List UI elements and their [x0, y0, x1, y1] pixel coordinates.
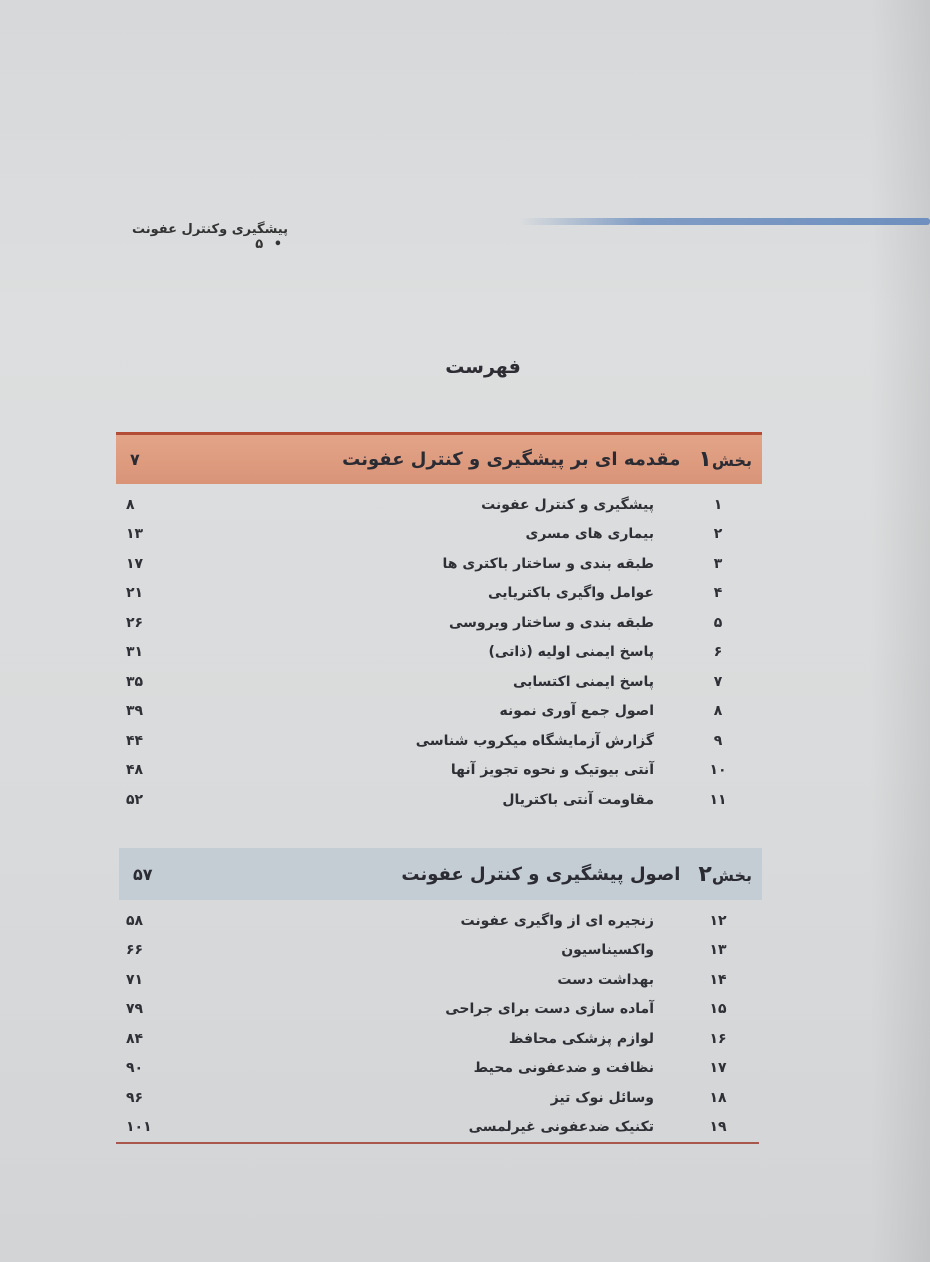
chapter-number: ۸: [713, 703, 723, 720]
toc-row: [116, 756, 762, 786]
bottom-rule: [116, 1142, 759, 1144]
toc-row: [116, 995, 762, 1025]
chapter-title: اصول جمع آوری نمونه: [499, 703, 654, 720]
toc-row: [116, 490, 762, 520]
chapter-number: ۹: [713, 732, 723, 749]
chapter-page: ۲۱: [126, 585, 144, 602]
chapter-page: ۳۱: [126, 644, 144, 661]
chapter-page: ۸۴: [126, 1030, 144, 1047]
part-label: بخش۲: [698, 861, 752, 887]
chapter-title: تکنیک ضدعفونی غیرلمسی: [468, 1119, 654, 1136]
part-section-1: [116, 432, 762, 815]
toc-row: [116, 520, 762, 550]
chapter-number: ۱۶: [709, 1030, 727, 1047]
chapter-number: ۱۵: [709, 1001, 727, 1018]
part-label: بخش۱: [698, 447, 752, 472]
chapter-page: ۲۶: [126, 614, 144, 631]
chapter-number: ۶: [713, 644, 723, 661]
toc-row: [116, 726, 762, 756]
part-header-1: [116, 432, 762, 484]
toc-row: [116, 965, 762, 995]
chapter-number: ۱۳: [709, 942, 727, 959]
part-page: ۷: [130, 450, 140, 469]
chapter-page: ۶۶: [126, 942, 144, 959]
chapter-page: ۹۰: [126, 1060, 144, 1077]
chapter-number: ۱۲: [709, 912, 727, 929]
chapter-title: زنجیره ای از واگیری عفونت: [460, 912, 654, 929]
toc-row: [116, 906, 762, 936]
chapter-page: ۳۵: [126, 673, 144, 690]
chapter-list-1: [116, 490, 762, 815]
toc-title: فهرست: [445, 356, 521, 378]
chapter-title: پیشگیری و کنترل عفونت: [481, 496, 654, 513]
toc-row: [116, 608, 762, 638]
chapter-page: ۷۹: [126, 1001, 144, 1018]
toc-row: [116, 1083, 762, 1113]
chapter-page: ۱۷: [126, 555, 144, 572]
chapter-number: ۱۴: [709, 971, 727, 988]
chapter-title: طبقه بندی و ساختار ویروسی: [448, 614, 654, 631]
running-head-separator: •: [273, 237, 282, 252]
chapter-number: ۵: [713, 614, 723, 631]
chapter-page: ۴۴: [126, 732, 144, 749]
chapter-title: لوازم پزشکی محافظ: [508, 1030, 654, 1047]
chapter-page: ۸: [126, 496, 135, 513]
chapter-title: آماده سازی دست برای جراحی: [445, 1001, 654, 1018]
part-title: اصول پیشگیری و کنترل عفونت: [401, 863, 681, 885]
chapter-page: ۷۱: [126, 971, 144, 988]
toc-row: [116, 936, 762, 966]
toc-row: [116, 785, 762, 815]
chapter-number: ۲: [713, 526, 723, 543]
toc-row: [116, 1113, 762, 1143]
toc-row: [116, 638, 762, 668]
toc-row: [116, 1054, 762, 1084]
chapter-title: بیماری های مسری: [525, 526, 654, 543]
chapter-title: گزارش آزمایشگاه میکروب شناسی: [415, 732, 654, 749]
chapter-page: ۱۳: [126, 526, 144, 543]
chapter-page: ۱۰۱: [126, 1119, 152, 1136]
chapter-title: وسائل نوک تیز: [550, 1089, 654, 1106]
toc-row: [116, 1024, 762, 1054]
chapter-page: ۴۸: [126, 762, 144, 779]
chapter-number: ۱۷: [709, 1060, 727, 1077]
chapter-list-2: [116, 906, 762, 1142]
page-edge-shadow: [870, 0, 930, 1262]
chapter-title: مقاومت آنتی باکتریال: [502, 791, 654, 808]
part-header-2: [119, 848, 762, 900]
chapter-title: عوامل واگیری باکتریایی: [488, 585, 654, 602]
chapter-number: ۱۹: [709, 1119, 727, 1136]
chapter-title: آنتی بیوتیک و نحوه تجویز آنها: [450, 762, 654, 779]
chapter-page: ۵۸: [126, 912, 144, 929]
toc-row: [116, 667, 762, 697]
chapter-page: ۳۹: [126, 703, 144, 720]
chapter-title: پاسخ ایمنی اولیه (ذاتی): [488, 644, 654, 661]
chapter-number: ۱۸: [709, 1089, 727, 1106]
part-section-2: [116, 848, 762, 1142]
chapter-number: ۱: [713, 496, 723, 513]
chapter-title: طبقه بندی و ساختار باکتری ها: [442, 555, 654, 572]
chapter-number: ۱۰: [709, 762, 727, 779]
chapter-number: ۷: [713, 673, 723, 690]
chapter-page: ۵۲: [126, 791, 144, 808]
chapter-title: نظافت و ضدعفونی محیط: [473, 1060, 654, 1077]
chapter-title: پاسخ ایمنی اکتسابی: [512, 673, 654, 690]
toc-row: [116, 549, 762, 579]
running-head-title: پیشگیری وکنترل عفونت: [132, 222, 288, 237]
toc-row: [116, 579, 762, 609]
part-title: مقدمه ای بر پیشگیری و کنترل عفونت: [342, 449, 681, 470]
chapter-number: ۱۱: [709, 791, 727, 808]
running-head: [118, 222, 288, 252]
chapter-page: ۹۶: [126, 1089, 144, 1106]
header-rule: [520, 218, 930, 225]
toc-row: [116, 697, 762, 727]
part-page: ۵۷: [133, 864, 153, 884]
running-head-page-number: ۵: [255, 237, 264, 252]
chapter-number: ۳: [713, 555, 723, 572]
chapter-number: ۴: [713, 585, 723, 602]
chapter-title: واکسیناسیون: [561, 942, 654, 959]
chapter-title: بهداشت دست: [557, 971, 654, 988]
